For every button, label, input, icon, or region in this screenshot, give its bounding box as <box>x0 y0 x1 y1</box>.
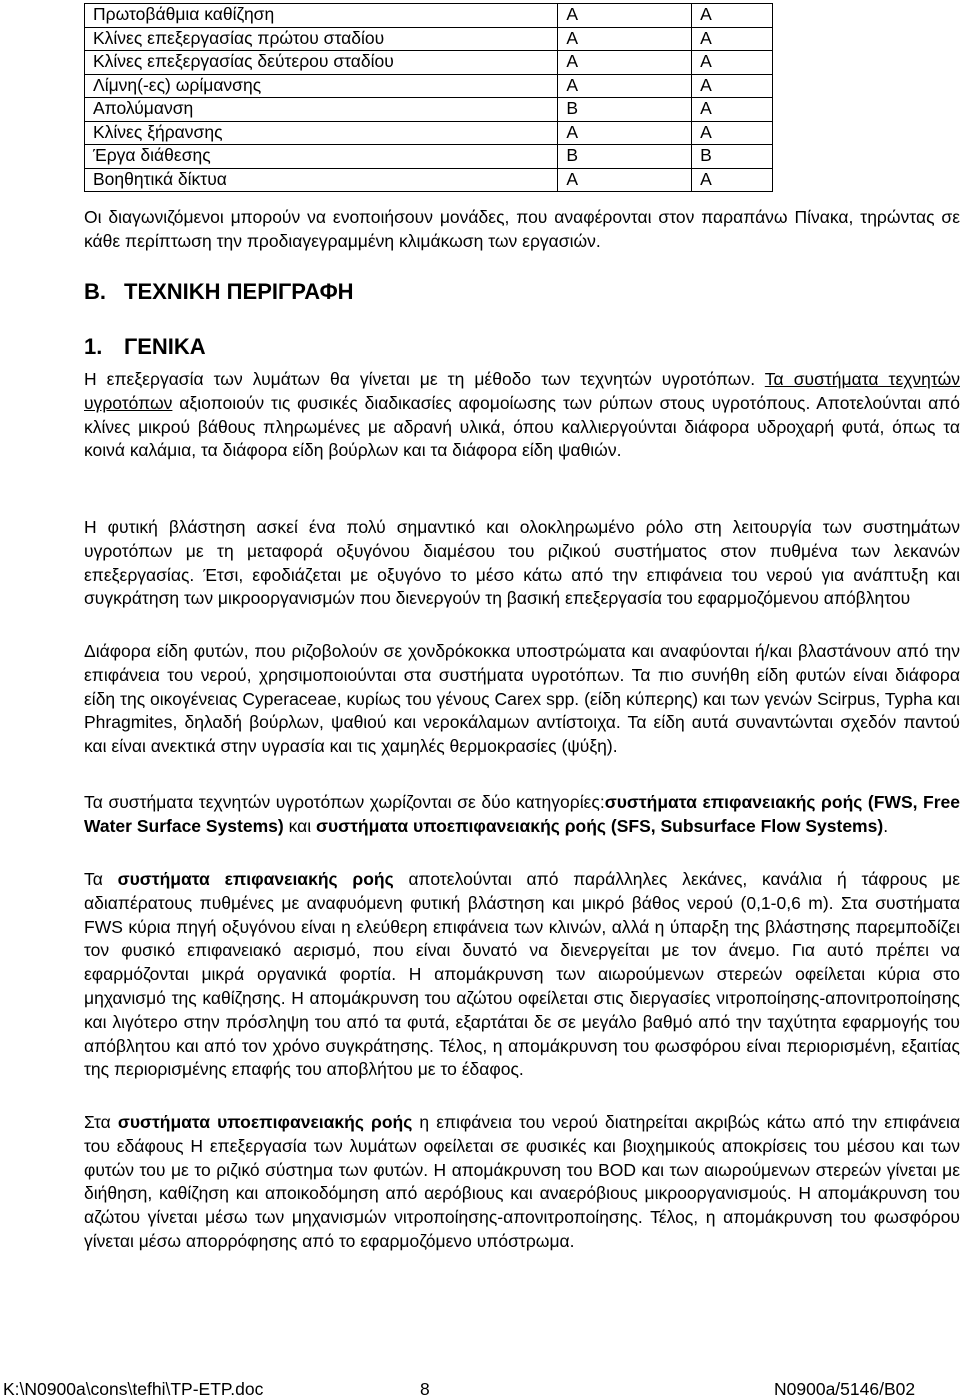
table-row <box>85 27 773 51</box>
grade-a-cell: A <box>558 168 692 192</box>
grade-a-cell: A <box>558 74 692 98</box>
p4-bold-fws: συστήματα επιφανειακής ροής (FWS, Free Water Surface Systems) <box>84 792 960 836</box>
paragraph-plant-species: Διάφορα είδη φυτών, που ριζοβολούν σε χονδρόκοκκα υποστρώματα και αναφύονται ή/και βλαστάνουν από την επιφάνεια του νερού, χρησιμοποιούνται στα συστήματα υγροτόπων. Τα πιο συνήθη είδη φυτών είναι διάφορα είδη της οικογένειας Cyperaceae, κυρίως του γένους Carex spp. (είδη κύπερης) και των γενών Scirpus, Typha και Phragmites, δηλαδή βούρλων, ψαθιού και νεροκάλαμων αντίστοιχα. Τα είδη αυτά συναντώνται σχεδόν παντού και είναι ανεκτικά στην υγρασία και τις χαμηλές θερμοκρασίες (ψύξη). <box>84 641 960 757</box>
p4-text-c: και <box>283 815 316 836</box>
unit-name-cell: Κλίνες ξήρανσης <box>85 121 558 145</box>
unit-name-cell: Πρωτοβάθμια καθίζηση <box>85 4 558 28</box>
section-heading <box>84 279 354 305</box>
section-number: B. <box>84 279 106 304</box>
table-row <box>85 121 773 145</box>
grade-a-cell: B <box>558 98 692 122</box>
table-row <box>85 168 773 192</box>
p4-text-d: . <box>883 815 889 836</box>
p6-text-c: η επιφάνεια του νερού διατηρείται ακριβώς κάτω από την επιφάνεια του εδάφους Η επεξεργασία των λυμάτων οφείλεται σε φυσικές και βιοχημικούς αποκρίσεις του μέσου και των φυτών του με το ριζικό σύστημα των φυτών. Η απομάκρυνση του BOD και των αιωρούμενων στερεών γίνεται με διήθηση, καθίζηση και αποικοδόμηση από αερόβιους και αναερόβιους μικροοργανισμούς. Η απομάκρυνση του αζώτου γίνεται μέσω των μηχανισμών νιτροποίησης-απονιτροποίησης. Τέλος, η απομάκρυνση του φωσφόρου γίνεται μέσω απορρόφησης από το εφαρμοζόμενο υπόστρωμα. <box>84 1112 960 1251</box>
unit-name-cell: Απολύμανση <box>85 98 558 122</box>
footer-page-number: 8 <box>420 1379 430 1399</box>
footer-document-code: N0900a/5146/B02 <box>774 1379 916 1399</box>
paragraph-categories <box>84 791 960 839</box>
footer-file-path: K:\N0900a\cons\tefhi\TP-ETP.doc <box>3 1379 264 1399</box>
table-row <box>85 4 773 28</box>
grade-b-cell: A <box>692 98 773 122</box>
p4-text-a: Τα συστήματα τεχνητών υγροτόπων χωρίζονται σε δύο κατηγορίες: <box>84 792 605 812</box>
table-row <box>85 74 773 98</box>
grade-b-cell: A <box>692 51 773 75</box>
unit-name-cell: Βοηθητικά δίκτυα <box>85 168 558 192</box>
subsection-title: ΓΕΝΙΚΑ <box>124 334 206 359</box>
grade-a-cell: A <box>558 51 692 75</box>
subsection-heading <box>84 334 206 360</box>
grade-b-cell: A <box>692 4 773 28</box>
paragraph-fws <box>84 868 960 1082</box>
paragraph-method <box>84 368 960 463</box>
paragraph-sfs <box>84 1111 960 1254</box>
section-title: ΤΕΧΝΙΚΗ ΠΕΡΙΓΡΑΦΗ <box>124 279 354 304</box>
p5-text-a: Τα <box>84 869 118 889</box>
grade-b-cell: A <box>692 168 773 192</box>
unit-name-cell: Λίμνη(-ες) ωρίμανσης <box>85 74 558 98</box>
grade-b-cell: A <box>692 74 773 98</box>
p6-bold-term: συστήματα υποεπιφανειακής ροής <box>117 1112 413 1132</box>
subsection-number: 1. <box>84 334 103 359</box>
grade-b-cell: B <box>692 145 773 169</box>
grade-a-cell: A <box>558 121 692 145</box>
intro-paragraph: Οι διαγωνιζόμενοι μπορούν να ενοποιήσουν μονάδες, που αναφέρονται στον παραπάνω Πίνακα, τηρώντας σε κάθε περίπτωση την προδιαγεγραμμένη κλιμάκωση των εργασιών. <box>84 207 960 251</box>
p5-text-c: αποτελούνται από παράλληλες λεκάνες, κανάλια ή τάφρους με αδιαπέρατους πυθμένες με αναφυόμενη φυτική βλάστηση και μικρό βάθος νερού (0,1-0,6 m). Στα συστήματα FWS κύρια πηγή οξυγόνου είναι η ελεύθερη επιφάνεια των κλινών, αλλά η ύπαρξη της βλάστησης παρεμποδίζει τον φυσικό επιφανειακό αερισμό, που είναι δυνατό να διενεργείται με τον άνεμο. Για αυτό πρέπει να εφαρμόζονται μικρά οργανικά φορτία. Η απομάκρυνση των αιωρούμενων στερεών οφείλεται κύρια στο μηχανισμό της καθίζησης. Η απομάκρυνση του αζώτου οφείλεται στις διεργασίες νιτροποίησης-απονιτροποίησης και λιγότερο στην πρόσληψη του από τα φυτά, εξαρτάται δε σε μεγάλο βαθμό από την ταχύτητα εφαρμογής του απόβλητου και από τον χρόνο συγκράτησης. Τέλος, η απομάκρυνση του φωσφόρου είναι περιορισμένη, εξαιτίας της περιορισμένης επαφής του αποβλήτου με το έδαφος. <box>84 869 960 1080</box>
grade-table <box>84 3 773 192</box>
grade-table-body <box>85 4 773 192</box>
table-row <box>85 145 773 169</box>
grade-a-cell: A <box>558 27 692 51</box>
p1-text-b: αξιοποιούν τις φυσικές διαδικασίες αφομοίωσης των ρύπων στους υγροτόπους. Αποτελούνται από κλίνες μικρού βάθους πληρωμένες με αδρανή υλικά, όπου καλλιεργούνται διάφορα υδροχαρή φυτά, όπως τα κοινά καλάμια, τα διάφορα είδη βούρλων και τα διάφορα είδη ψαθιών. <box>84 392 960 461</box>
p1-text-a: Η επεξεργασία των λυμάτων θα γίνεται με τη μέθοδο των τεχνητών υγροτόπων. <box>84 369 765 389</box>
p1-underlined-term: Τα συστήματα τεχνητών υγροτόπων <box>84 369 960 413</box>
table-row <box>85 98 773 122</box>
p4-bold-sfs: συστήματα υποεπιφανειακής ροής (SFS, Subsurface Flow Systems) <box>315 815 884 836</box>
table-row <box>85 51 773 75</box>
grade-b-cell: A <box>692 121 773 145</box>
unit-name-cell: Κλίνες επεξεργασίας πρώτου σταδίου <box>85 27 558 51</box>
p6-text-a: Στα <box>84 1112 118 1132</box>
unit-name-cell: Κλίνες επεξεργασίας δεύτερου σταδίου <box>85 51 558 75</box>
p5-bold-term: συστήματα επιφανειακής ροής <box>117 869 394 889</box>
grade-a-cell: A <box>558 4 692 28</box>
grade-a-cell: B <box>558 145 692 169</box>
unit-name-cell: Έργα διάθεσης <box>85 145 558 169</box>
grade-b-cell: A <box>692 27 773 51</box>
paragraph-vegetation: Η φυτική βλάστηση ασκεί ένα πολύ σημαντικό και ολοκληρωμένο ρόλο στη λειτουργία των συστημάτων υγροτόπων με τη μεταφορά οξυγόνου διαμέσου του ριζικού συστήματος στον πυθμένα των λεκανών επεξεργασίας. Έτσι, εφοδιάζεται με οξυγόνο το μέσο κάτω από την επιφάνεια του νερού για ανάπτυξη και συγκράτηση των μικροοργανισμών που διενεργούν τη βασική επεξεργασία του εφαρμοζόμενου απόβλητου <box>84 517 960 609</box>
